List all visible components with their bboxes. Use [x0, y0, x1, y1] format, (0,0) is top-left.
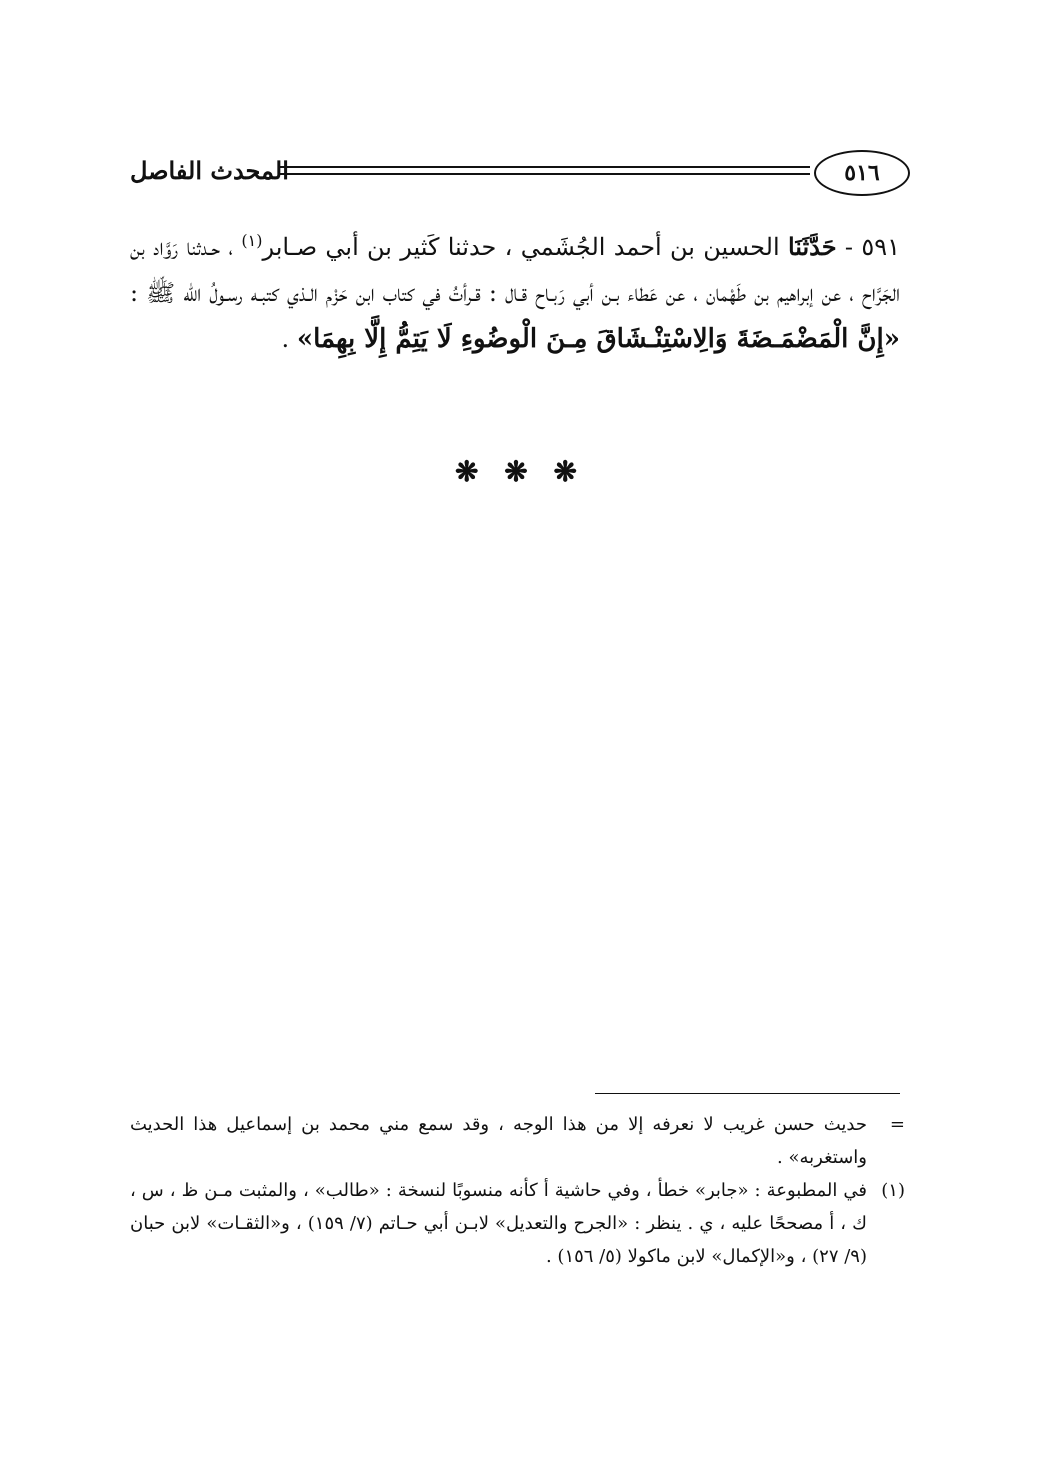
footnote-text: في المطبوعة : «جابر» خطأ ، وفي حاشية أ كأنه منسوبًا لنسخة : «طالب» ، والمثبت مـن ظ ، س ، ك ، أ مصححًا عليه ، ي . ينظر : «الجرح والتعديل» لابـن أبي حـاتم (٧/ ١٥٩) ، و«الثقـات» لابن حبان (٩/ ٢٧) ، و«الإكمال» لابن ماكولا (٥/ ١٥٦) .: [130, 1180, 868, 1267]
footnote-label: (١): [881, 1180, 905, 1201]
footnotes: [130, 1108, 905, 1273]
footnote-ref-1: (١): [241, 231, 263, 250]
header-double-rule: [280, 166, 810, 175]
paragraph-end: .: [281, 325, 290, 353]
page-number: ٥١٦: [814, 150, 910, 196]
hadith-paragraph: [130, 218, 900, 362]
haddathana-word: حَدَّثَنَا: [787, 232, 837, 261]
entry-number: ٥٩١ -: [844, 233, 900, 261]
footnote-label: =: [889, 1114, 905, 1135]
footnote-divider: [595, 1093, 900, 1094]
footnote-1: [130, 1174, 905, 1273]
page-header: [130, 150, 910, 200]
footnote-text: حديث حسن غريب لا نعرفه إلا من هذا الوجه ، وقد سمع مني محمد بن إسماعيل هذا الحديث واستغربه» .: [130, 1114, 867, 1168]
isnad-text-1: الحسين بن أحمد الجُشَمي ، حدثنا كَثير بن أبي صـابر: [262, 233, 780, 261]
book-title: المحدث الفاصل: [130, 156, 289, 185]
footnote-continuation: [130, 1108, 905, 1174]
section-separator: ❋ ❋ ❋: [455, 455, 585, 488]
isnad-text-2: ، حـدثنا رَوَّاد بن الجَرَّاح ، عن إبراهيم بن طَهْمان ، عن عَطاء بـن أبي رَبـاح قـال : قـرأتُ في كتاب ابن حَزْم الـذي كتبـه رسـولُ الله ﷺ :: [130, 233, 900, 307]
hadith-quote: «إِنَّ الْمَضْمَـضَةَ وَالِاسْتِنْـشَاقَ مِـنَ الْوضُوءِ لَا يَتِمُّ إِلَّا بِهِمَا»: [296, 324, 900, 354]
